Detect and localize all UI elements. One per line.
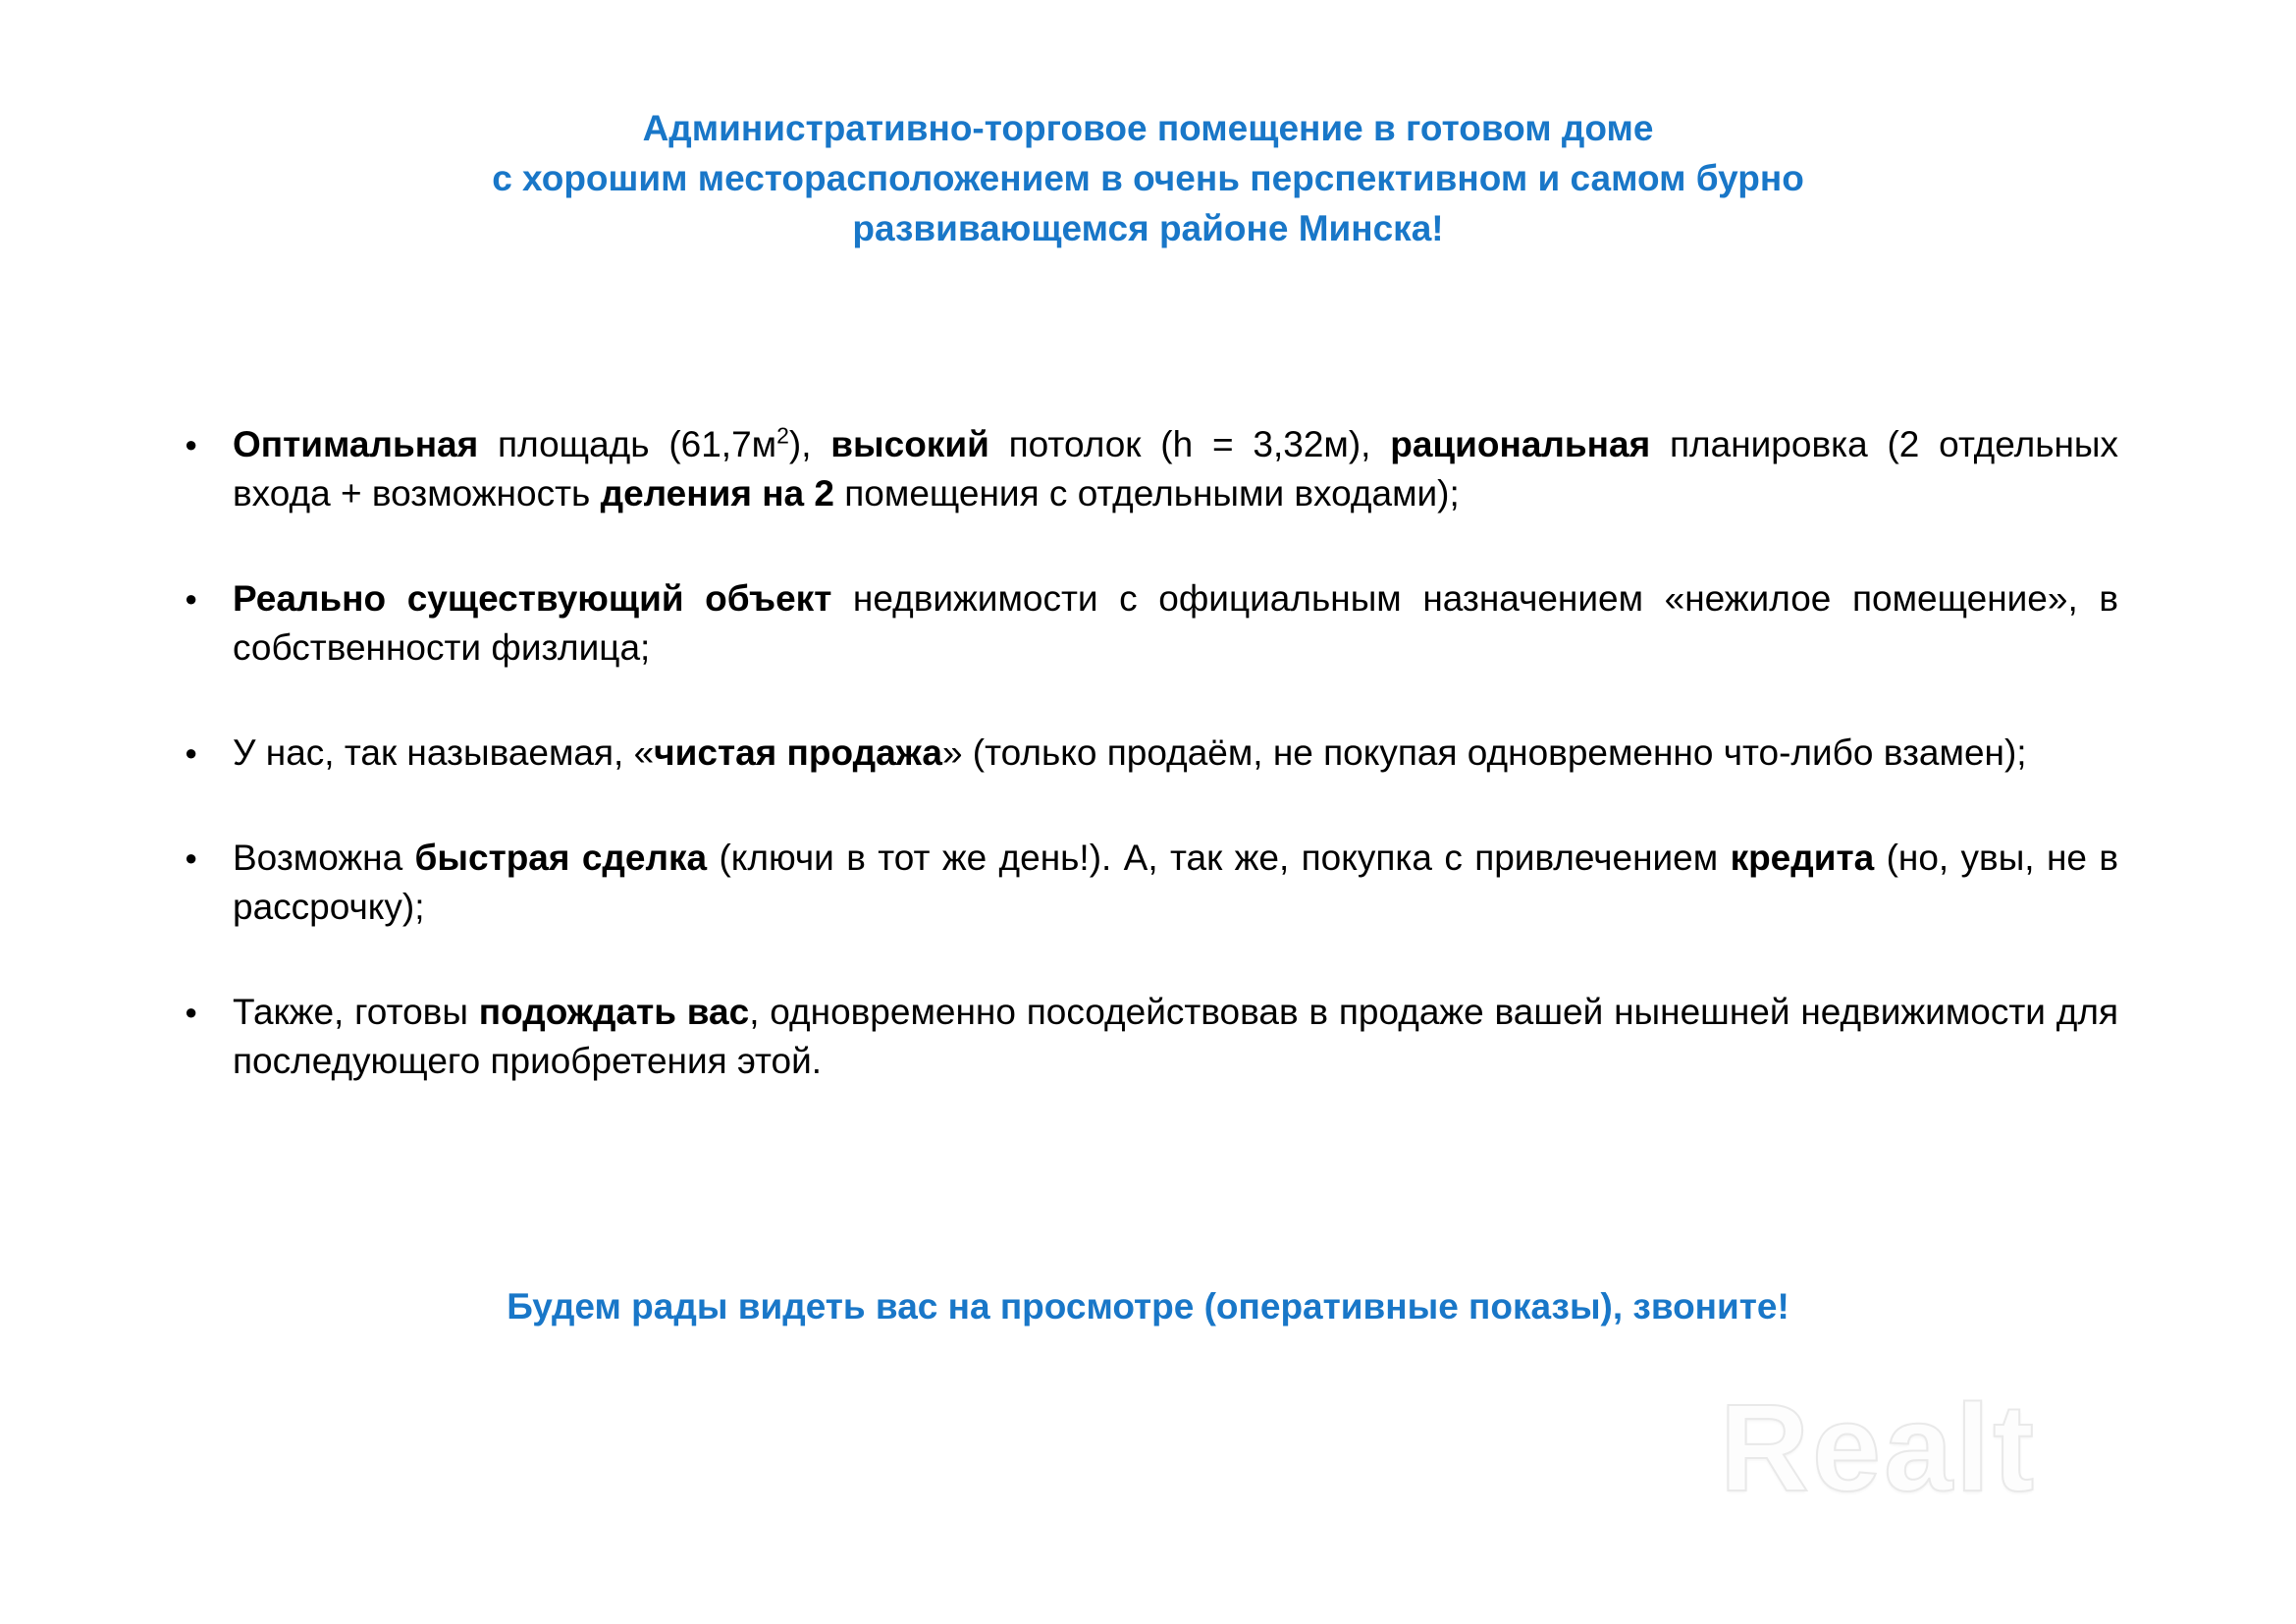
bullet-icon: ● [185, 586, 198, 611]
text-segment: кредита [1730, 838, 1875, 878]
text-segment: подождать вас [478, 992, 750, 1032]
text-segment: (ключи в тот же день!). А, так же, покупка с привлечением [707, 838, 1731, 878]
list-item [183, 988, 2118, 1086]
page-title-line-3: развивающемся районе Минска! [852, 208, 1444, 248]
text-segment: У нас, так называемая, « [233, 732, 655, 773]
bullet-icon: ● [185, 740, 198, 765]
text-segment: (но, увы, не в рассрочку); [233, 838, 2118, 927]
page-title [0, 103, 2296, 253]
page-title-line-1: Административно-торговое помещение в готовом доме [642, 108, 1654, 148]
call-to-action-text: Будем рады видеть вас на просмотре (оперативные показы), звоните! [507, 1286, 1789, 1326]
text-segment: быстрая сделка [414, 838, 708, 878]
text-segment: Также, готовы [233, 992, 479, 1032]
text-segment: , одновременно посодействовав в продаже вашей нынешней недвижимости для последующего приобретения этой. [233, 992, 2119, 1081]
text-segment: рациональная [1390, 424, 1651, 464]
text-segment: потолок (h = 3,32м), [988, 424, 1391, 464]
bullet-list [183, 420, 2118, 1086]
list-item [183, 574, 2118, 673]
bullet-icon: ● [185, 845, 198, 870]
bullet-icon: ● [185, 432, 198, 457]
text-segment: 2 [776, 422, 789, 449]
text-segment: недвижимости с официальным назначением «нежилое помещение», в собственности физлица; [233, 578, 2118, 668]
text-segment: » (только продаём, не покупая одновременно что-либо взамен); [941, 732, 2027, 773]
realt-watermark-logo: Realt [1720, 1379, 2038, 1517]
text-segment: деления на 2 [600, 473, 834, 514]
list-item [183, 729, 2118, 778]
text-segment: помещения с отдельными входами); [833, 473, 1460, 514]
text-segment: Возможна [233, 838, 415, 878]
bullet-icon: ● [185, 1000, 198, 1024]
text-segment: площадь (61,7м [478, 424, 777, 464]
text-segment: планировка (2 отдельных входа + возможность [233, 424, 2118, 514]
list-item [183, 834, 2118, 932]
text-segment: Оптимальная [233, 424, 479, 464]
text-segment: высокий [830, 424, 989, 464]
list-item [183, 420, 2118, 518]
text-segment: чистая продажа [654, 732, 942, 773]
page-title-line-2: с хорошим месторасположением в очень перспективном и самом бурно [492, 158, 1804, 198]
text-segment: Реально существующий объект [233, 578, 832, 619]
text-segment: ), [788, 424, 831, 464]
